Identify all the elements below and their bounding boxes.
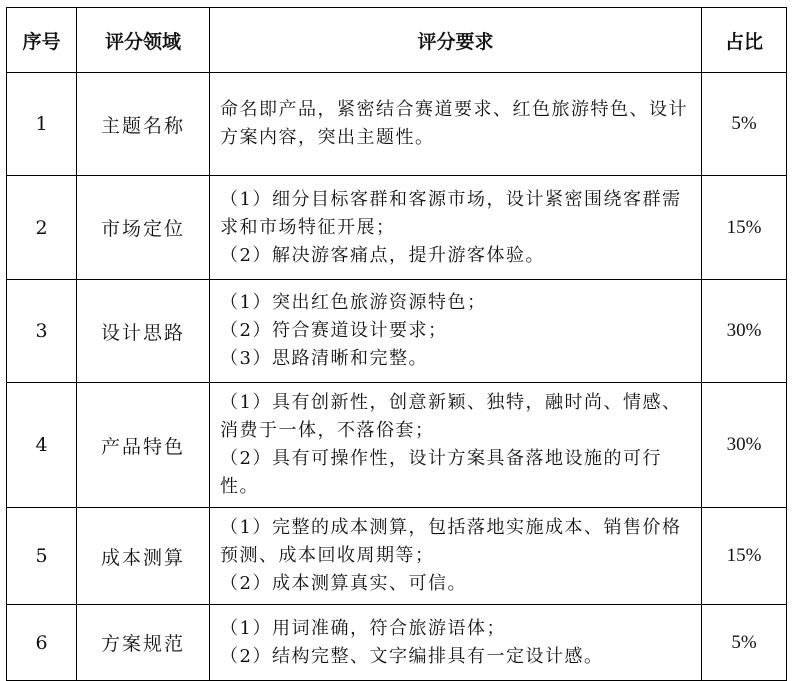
row-area: 设计思路 [77,280,210,383]
row-ratio: 15% [702,176,787,280]
row-requirements [210,508,702,605]
table-row [7,605,787,681]
requirement-line: （2）具有可操作性，设计方案具备落地设施的可行性。 [220,448,662,497]
table-row [7,383,787,508]
requirement-line: （1）细分目标客群和客源市场，设计紧密围绕客群需求和市场特征开展； [220,188,682,238]
row-requirements [210,73,702,176]
row-ratio: 30% [702,280,787,383]
header-seq: 序号 [7,8,77,73]
row-area: 成本测算 [77,508,210,605]
row-seq: 4 [7,383,77,508]
row-ratio: 5% [702,605,787,681]
table-row [7,508,787,605]
header-area: 评分领域 [77,8,210,73]
row-area: 产品特色 [77,383,210,508]
row-ratio: 15% [702,508,787,605]
row-seq: 1 [7,73,77,176]
row-requirements [210,280,702,383]
row-area: 方案规范 [77,605,210,681]
row-seq: 6 [7,605,77,681]
row-seq: 3 [7,280,77,383]
row-requirements [210,605,702,681]
requirement-line: （2）符合赛道设计要求； [220,320,448,341]
row-ratio: 30% [702,383,787,508]
requirement-line: （3）思路清晰和完整。 [220,348,428,369]
table-row [7,73,787,176]
requirement-line: （2）结构完整、文字编排具有一定设计感。 [220,645,604,667]
scoring-table [6,7,787,681]
header-req: 评分要求 [210,8,702,73]
table-row [7,280,787,383]
row-area: 主题名称 [77,73,210,176]
row-seq: 5 [7,508,77,605]
requirement-line: （1）用词准确，符合旅游语体； [220,617,506,639]
requirement-line: （1）完整的成本测算，包括落地实施成本、销售价格预测、成本回收周期等； [220,517,682,566]
row-requirements [210,176,702,280]
table-row [7,176,787,280]
requirement-line: （2）解决游客痛点，提升游客体验。 [220,244,545,266]
row-ratio: 5% [702,73,787,176]
header-row [7,8,787,73]
requirement-line: （1）具有创新性，创意新颖、独特，融时尚、情感、消费于一体，不落俗套； [220,392,682,441]
requirement-line: （1）突出红色旅游资源特色； [220,292,487,313]
row-requirements [210,383,702,508]
header-ratio: 占比 [702,8,787,73]
requirement-line: 命名即产品，紧密结合赛道要求、红色旅游特色、设计方案内容，突出主题性。 [220,99,688,148]
requirement-line: （2）成本测算真实、可信。 [220,573,467,594]
row-area: 市场定位 [77,176,210,280]
row-seq: 2 [7,176,77,280]
